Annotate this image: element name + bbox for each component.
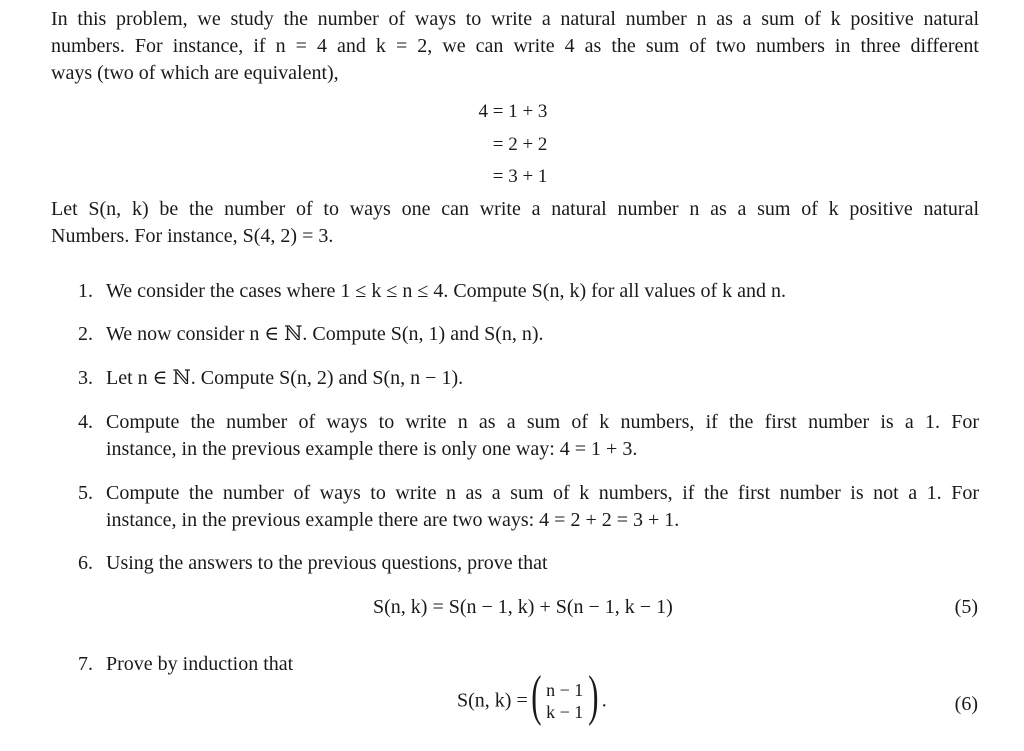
equation-5-label: (5) [954,596,978,618]
question-text: Let n ∈ ℕ. Compute S(n, 2) and S(n, n − 1). [106,367,464,389]
equation-6 [457,665,607,730]
question-text: Compute the number of ways to write n as a sum of k numbers, if the first number is a 1. For [106,411,979,433]
question-text: Compute the number of ways to write n as a sum of k numbers, if the first number is not a 1. For [106,482,979,504]
intro-line-2: numbers. For instance, if n = 4 and k = 2, we can write 4 as the sum of two numbers in three different [51,35,979,57]
binomial-bottom: k − 1 [546,702,584,722]
equation-6-label: (6) [954,693,978,715]
intro-line-3: ways (two of which are equivalent), [51,62,339,84]
question-number: 4. [78,411,93,433]
binomial-coefficient [530,665,599,730]
question-text: We consider the cases where 1 ≤ k ≤ n ≤ 4. Compute S(n, k) for all values of k and n. [106,280,787,302]
equation-6-period: . [601,689,607,712]
definition-paragraph [51,196,979,250]
equation-6-lhs: S(n, k) = [457,689,528,712]
question-text: We now consider n ∈ ℕ. Compute S(n, 1) and S(n, n). [106,323,544,345]
intro-line-1: In this problem, we study the number of ways to write a natural number n as a sum of k positive natural [51,8,979,30]
problem-page [51,6,979,727]
equation-5: S(n, k) = S(n − 1, k) + S(n − 1, k − 1) [373,596,673,618]
right-paren: ) [588,665,599,727]
question-number: 6. [78,552,93,574]
example-equations [51,87,979,193]
definition-line-1: Let S(n, k) be the number of to ways one can write a natural number n as a sum of k positive natural [51,198,979,220]
question-number: 3. [78,367,93,389]
question-text: instance, in the previous example there are two ways: 4 = 2 + 2 = 3 + 1. [106,509,680,531]
example-equation-row: 4 = 1 + 3 [478,101,548,122]
intro-paragraph [51,6,979,87]
example-equation-row: = 3 + 1 [492,166,548,187]
left-paren: ( [530,665,542,727]
example-equation-row: = 2 + 2 [492,134,548,155]
question-text: instance, in the previous example there is only one way: 4 = 1 + 3. [106,438,638,460]
definition-line-2: Numbers. For instance, S(4, 2) = 3. [51,225,334,247]
question-text: Using the answers to the previous questions, prove that [106,552,548,574]
question-number: 5. [78,482,93,504]
question-number: 1. [78,280,93,302]
question-number: 2. [78,323,93,345]
binomial-top: n − 1 [546,680,584,700]
question-text: Prove by induction that [106,653,294,675]
question-number: 7. [78,653,93,675]
